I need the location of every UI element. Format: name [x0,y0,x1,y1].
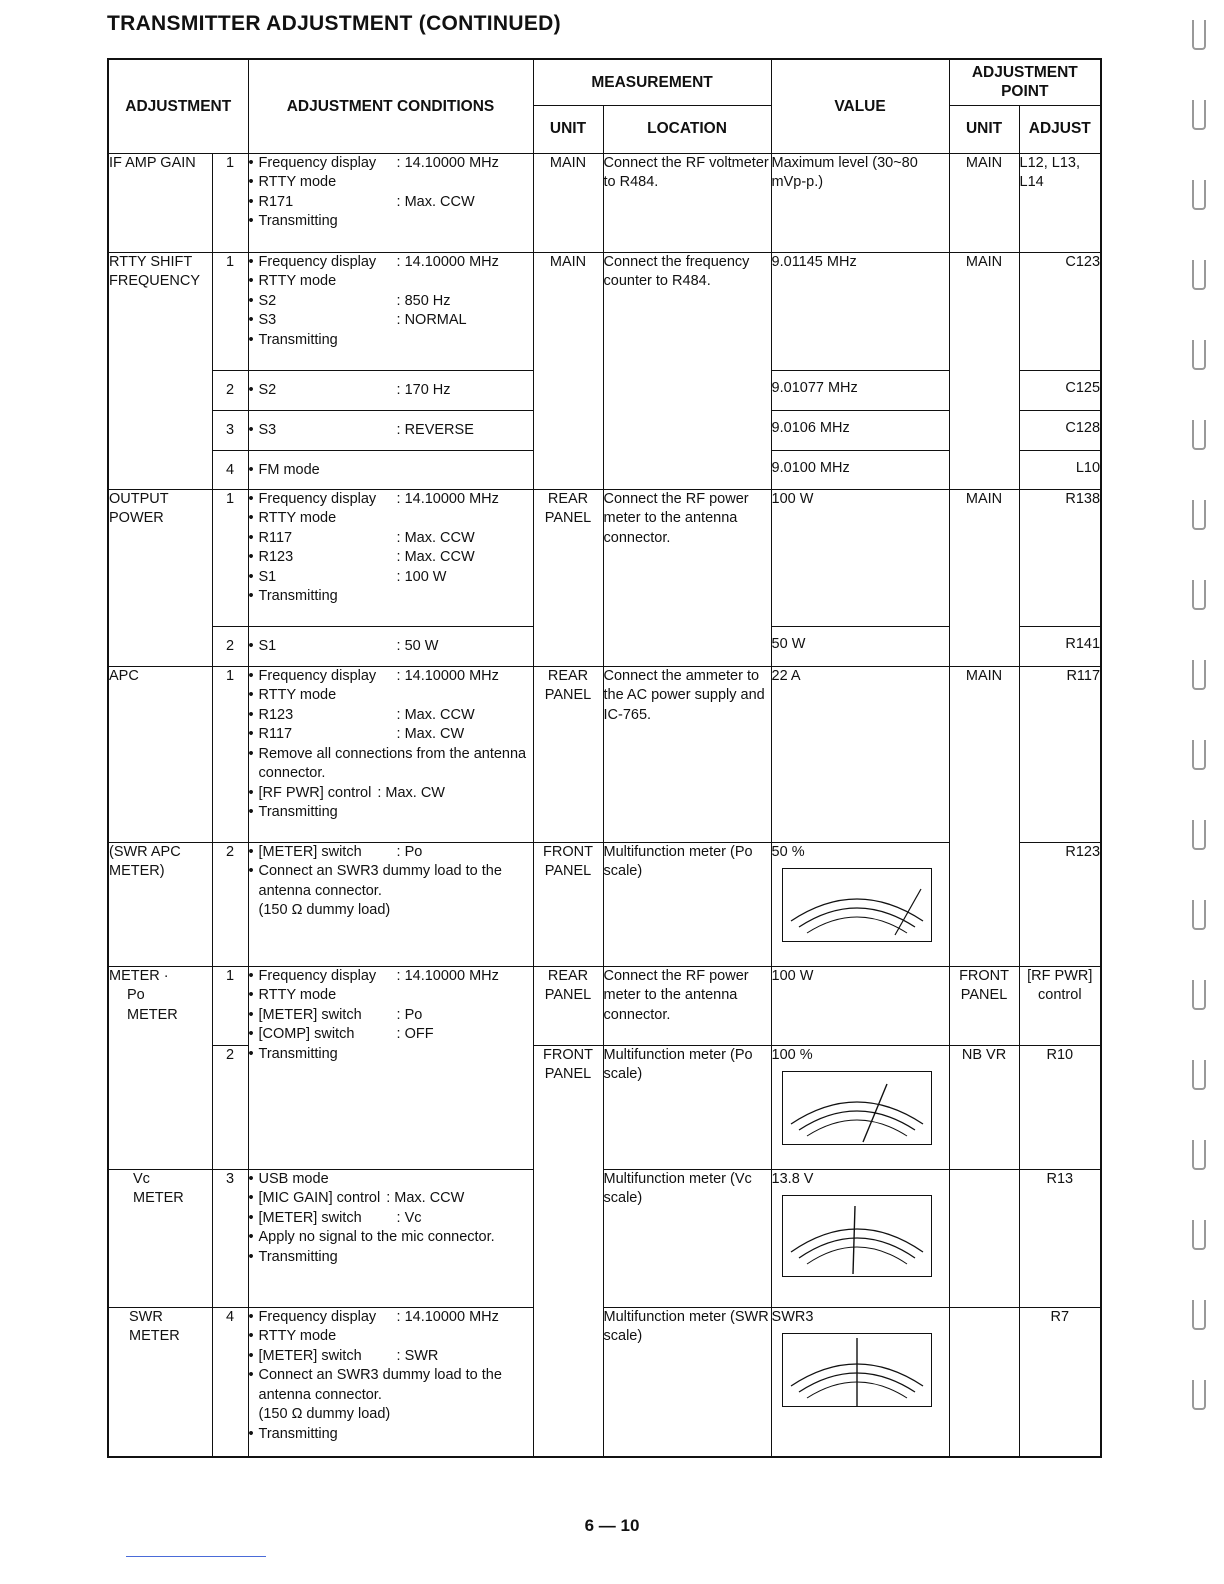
cond-key: S2 [258,292,277,309]
point-adjust: R10 [1019,1045,1101,1169]
meas-location: Multifunction meter (Vc scale) [603,1169,771,1307]
cond-key: [COMP] switch [258,1026,355,1042]
adjustment-name: (SWR APC METER) [108,842,212,966]
meas-location: Connect the ammeter to the AC power supply and IC-765. [603,666,771,842]
table-row [108,1169,1101,1307]
cond-key: S3 [258,312,277,328]
point-unit: FRONT PANEL [949,966,1019,1045]
table-row [108,489,1101,626]
value: Maximum level (30~80 mVp-p.) [771,153,949,252]
cond-val: : REVERSE [396,421,474,438]
cond-key: [METER] switch [258,1209,362,1226]
cond-key: R171 [258,193,294,210]
value: 9.01077 MHz [771,370,949,410]
step-number: 4 [212,450,248,489]
cond-val: : Vc [396,1209,422,1226]
cond-key: S1 [258,568,277,585]
cond-key: [METER] switch [258,843,362,860]
cond-val: : 14.10000 MHz [396,667,499,684]
adjustment-name-line: METER [133,1190,184,1206]
adjustment-name [108,966,212,1169]
cond-val: : 14.10000 MHz [396,154,499,171]
point-unit: MAIN [949,153,1019,252]
point-adjust: L12, L13, L14 [1019,153,1101,252]
value-cell [771,1307,949,1457]
meas-unit: FRONT PANEL [533,1045,603,1457]
step-number: 4 [212,1307,248,1457]
step-number: 2 [212,626,248,666]
cond-key: R117 [258,726,293,742]
meas-unit: REAR PANEL [533,666,603,842]
point-adjust: R123 [1019,842,1101,966]
meas-unit: MAIN [533,153,603,252]
cond-text: Transmitting [258,804,338,820]
cond-val: : Max. CW [377,784,445,801]
cond-text: Transmitting [258,331,338,348]
adjustment-name: RTTY SHIFT FREQUENCY [108,252,212,489]
value-cell [771,1169,949,1307]
cond-key: S3 [258,421,277,438]
meas-location: Connect the frequency counter to R484. [603,252,771,489]
meter-scale-icon [782,868,932,942]
adjustment-name-line: METER · [109,967,169,984]
meas-location: Multifunction meter (SWR scale) [603,1307,771,1457]
cond-text: (150 Ω dummy load) [258,902,391,918]
table-row [108,153,1101,252]
cond-val: : 850 Hz [396,292,451,309]
cond-text: FM mode [258,461,320,478]
cond-val: : Po [396,843,423,860]
adjustment-name: APC [108,666,212,842]
cond-key: Frequency display [258,490,377,507]
cond-text: Transmitting [258,588,338,604]
conditions: • USB mode • [MIC GAIN] control : Max. CCW • [METER] switch : Vc • Apply no signal to the mic connector. • Transmitting [248,1169,533,1307]
step-number: 2 [212,842,248,966]
meter-scale-icon [782,1195,932,1277]
header-conditions: ADJUSTMENT CONDITIONS [248,59,533,153]
adjustment-name-line: SWR [129,1308,163,1325]
conditions: • FM mode [248,450,533,489]
cond-val: : Max. CW [396,726,465,742]
cond-val: : NORMAL [396,312,467,328]
cond-text: USB mode [258,1170,329,1187]
conditions: • Frequency display : 14.10000 MHz • RTTY mode • [METER] switch : SWR • Connect an SWR3 dummy load to the antenna connector. (150 Ω dummy load) • Transmitting [248,1307,533,1457]
point-adjust: C125 [1019,370,1101,410]
value: 50 W [771,626,949,666]
point-adjust: C123 [1019,252,1101,370]
step-number: 1 [212,153,248,252]
cond-val: : Max. CCW [386,1190,465,1206]
point-unit: MAIN [949,489,1019,666]
step-number: 1 [212,966,248,1045]
cond-val: : 14.10000 MHz [396,1308,499,1325]
value-cell [771,1045,949,1169]
point-adjust: R138 [1019,489,1101,626]
page-title: TRANSMITTER ADJUSTMENT (CONTINUED) [107,12,561,35]
cond-text: Transmitting [258,213,338,229]
conditions: • Frequency display : 14.10000 MHz • RTTY mode • [METER] switch : Po • [COMP] switch : OFF • Transmitting [248,966,533,1169]
cond-key: [METER] switch [258,1006,362,1023]
adjustment-name-line: METER [127,1006,178,1023]
adjustment-name-line: Vc [133,1170,150,1187]
cond-val: : 14.10000 MHz [396,490,499,507]
meas-location: Connect the RF voltmeter to R484. [603,153,771,252]
cond-key: R123 [258,706,294,723]
cond-val: : Max. CCW [396,706,475,723]
value: 9.01145 MHz [771,252,949,370]
step-number: 3 [212,1169,248,1307]
meas-location: Connect the RF power meter to the antenna connector. [603,489,771,666]
cond-key: R123 [258,549,294,565]
cond-text: Connect an SWR3 dummy load to the antenna connector. [258,1367,502,1403]
cond-text: Transmitting [258,1045,338,1062]
adjustment-name [108,1307,212,1457]
cond-val: : 14.10000 MHz [396,967,499,984]
point-unit: NB VR [949,1045,1019,1169]
meas-unit: REAR PANEL [533,489,603,666]
conditions: • Frequency display : 14.10000 MHz • RTTY mode • S2 : 850 Hz • S3 : NORMAL • Transmitting [248,252,533,370]
header-measurement: MEASUREMENT [533,59,771,105]
point-adjust: C128 [1019,410,1101,450]
point-unit: MAIN [949,252,1019,489]
cond-key: S1 [258,637,277,654]
conditions: • S3 : REVERSE [248,410,533,450]
point-unit-empty [949,1169,1019,1307]
step-number: 1 [212,666,248,842]
adjustment-name-line: Po [127,987,145,1003]
point-unit: MAIN [949,666,1019,966]
cond-val: : 100 W [396,568,447,585]
binding-edge-marks [1192,20,1206,1460]
step-number: 1 [212,489,248,626]
value: 50 % [771,843,805,860]
conditions: • Frequency display : 14.10000 MHz • RTTY mode • R123 : Max. CCW • R117 : Max. CW • Remove all connections from the antenna connector. • [RF PWR] control : Max. CW • Transmitting [248,666,533,842]
table-row [108,1307,1101,1457]
cond-key: Frequency display [258,667,377,684]
meter-scale-icon [782,1333,932,1407]
cond-text: RTTY mode [258,273,337,289]
adjustment-name [108,1169,212,1307]
meas-location: Multifunction meter (Po scale) [603,1045,771,1169]
meas-unit: REAR PANEL [533,966,603,1045]
conditions: • S1 : 50 W [248,626,533,666]
table-row [108,666,1101,842]
conditions: • Frequency display : 14.10000 MHz • RTTY mode • R171 : Max. CCW • Transmitting [248,153,533,252]
step-number: 2 [212,1045,248,1169]
cond-val: : OFF [396,1026,434,1042]
cond-text: Apply no signal to the mic connector. [258,1229,495,1245]
value: 100 W [771,489,949,626]
header-meas-unit: UNIT [533,105,603,153]
cond-text: RTTY mode [258,510,337,526]
meas-location: Multifunction meter (Po scale) [603,842,771,966]
cond-key: Frequency display [258,1308,377,1325]
page-number: 6 — 10 [584,1516,640,1535]
cond-key: [RF PWR] control [258,784,372,801]
value: 9.0106 MHz [771,410,949,450]
point-unit-empty [949,1307,1019,1457]
conditions: • S2 : 170 Hz [248,370,533,410]
value: 9.0100 MHz [771,450,949,489]
adjustment-name: IF AMP GAIN [108,153,212,252]
cond-text: (150 Ω dummy load) [258,1406,391,1422]
header-adjustment-point: ADJUSTMENT POINT [949,59,1101,105]
cond-key: S2 [258,381,277,398]
step-number: 2 [212,370,248,410]
header-value: VALUE [771,59,949,153]
cond-text: Transmitting [258,1248,338,1265]
point-adjust: R7 [1019,1307,1101,1457]
point-adjust: R13 [1019,1169,1101,1307]
value: 100 W [771,966,949,1045]
meas-location: Connect the RF power meter to the antenna connector. [603,966,771,1045]
cond-text: RTTY mode [258,987,337,1003]
meas-unit: MAIN [533,252,603,489]
point-adjust: [RF PWR] control [1019,966,1101,1045]
adjustment-name: OUTPUT POWER [108,489,212,666]
cond-text: RTTY mode [258,1328,337,1344]
cond-text: Remove all connections from the antenna connector. [258,745,527,781]
cond-key: R117 [258,529,293,546]
cond-val: : 170 Hz [396,381,451,398]
cond-key: [METER] switch [258,1347,362,1364]
conditions: • [METER] switch : Po • Connect an SWR3 dummy load to the antenna connector. (150 Ω dummy load) [248,842,533,966]
cond-val: : Max. CCW [396,549,475,565]
value-cell [771,842,949,966]
value: SWR3 [771,1308,814,1325]
cond-text: Connect an SWR3 dummy load to the antenna connector. [258,863,502,899]
cond-key: Frequency display [258,967,377,984]
point-adjust: R117 [1019,666,1101,842]
table-row [108,252,1101,370]
point-adjust: L10 [1019,450,1101,489]
cond-key: Frequency display [258,253,377,270]
cond-text: Transmitting [258,1425,338,1442]
meter-scale-icon [782,1071,932,1145]
adjustment-name-line: METER [129,1328,180,1344]
cond-val: : 50 W [396,637,439,654]
cond-val: : SWR [396,1347,439,1364]
step-number: 3 [212,410,248,450]
point-adjust: R141 [1019,626,1101,666]
cond-key: [MIC GAIN] control [258,1190,381,1206]
step-number: 1 [212,252,248,370]
value: 22 A [771,666,949,842]
cond-val: : Max. CCW [396,529,475,546]
conditions: • Frequency display : 14.10000 MHz • RTTY mode • R117 : Max. CCW • R123 : Max. CCW • S1 : 100 W • Transmitting [248,489,533,626]
scan-artifact-line [126,1556,266,1557]
header-meas-location: LOCATION [603,105,771,153]
adjustment-table [107,58,1102,1458]
header-point-unit: UNIT [949,105,1019,153]
cond-text: RTTY mode [258,687,337,703]
cond-text: RTTY mode [258,174,337,190]
cond-val: : 14.10000 MHz [396,253,499,270]
value: 100 % [771,1046,813,1063]
cond-key: Frequency display [258,154,377,171]
table-row [108,966,1101,1045]
value: 13.8 V [771,1170,814,1187]
cond-val: : Max. CCW [396,193,475,210]
meas-unit: FRONT PANEL [533,842,603,966]
cond-val: : Po [396,1006,423,1023]
header-adjustment: ADJUSTMENT [108,59,248,153]
header-point-adjust: ADJUST [1019,105,1101,153]
